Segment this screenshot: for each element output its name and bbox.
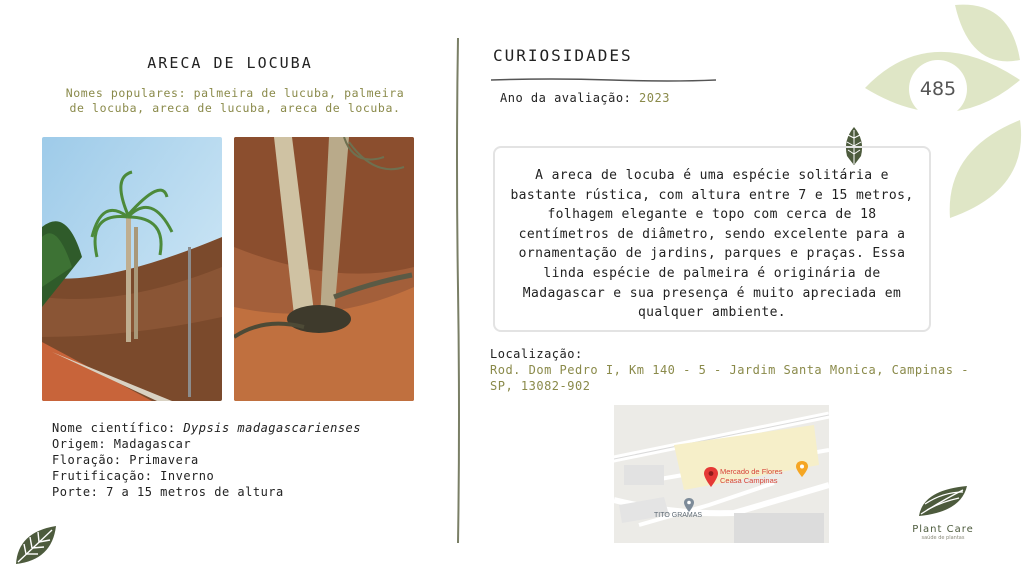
brand-leaf-icon (913, 484, 973, 518)
location-label: Localização: (490, 347, 583, 361)
map-place-name[interactable] (720, 468, 783, 485)
fruiting: Frutificação: Inverno (52, 469, 215, 483)
plant-photo-trunk (234, 137, 414, 401)
leaf-decoration-icon (12, 522, 60, 572)
scientific-name-label: Nome científico: (52, 421, 184, 435)
plant-info (52, 420, 452, 500)
food-poi-icon[interactable] (796, 461, 808, 481)
map-place-line2: Ceasa Campinas (720, 475, 778, 485)
flowering: Floração: Primavera (52, 453, 199, 467)
evaluation-year-row (500, 90, 670, 106)
size: Porte: 7 a 15 metros de altura (52, 485, 284, 499)
description-text: A areca de locuba é uma espécie solitária e bastante rústica, com altura entre 7 e 15 metros, folhagem elegante e topo com cerca de 18 centímetros de diâmetro, sendo excelente para a ornamentação de jardins, parques e praças. Essa linda espécie de palmeira é originária de Madagascar e sua presença é muito apreciada em qualquer ambiente. (510, 168, 914, 321)
scientific-name-row (52, 420, 452, 436)
location-map[interactable] (614, 405, 829, 543)
column-divider (455, 38, 461, 543)
title-underline (491, 68, 716, 87)
evaluation-year-label: Ano da avaliação: (500, 91, 640, 105)
map-poi-label: TITO GRAMAS (654, 512, 703, 519)
section-title: CURIOSIDADES (493, 46, 633, 65)
brand-name: Plant Care (912, 524, 974, 535)
plant-name: ARECA DE LOCUBA (147, 54, 313, 72)
plant-number: 485 (919, 78, 957, 100)
plant-number-badge (909, 60, 967, 118)
location-pin-icon[interactable] (704, 467, 718, 491)
location-address: Rod. Dom Pedro I, Km 140 - 5 - Jardim Santa Monica, Campinas - SP, 13082-902 (490, 363, 969, 393)
popular-names: Nomes populares: palmeira de lucuba, palmeira de locuba, areca de lucuba, areca de locuba. (65, 86, 405, 115)
map-place-line1: Mercado de Flores (720, 467, 783, 476)
brand-logo (900, 484, 986, 541)
scientific-name-value: Dypsis madagascarienses (183, 421, 361, 435)
origin: Origem: Madagascar (52, 437, 192, 451)
brand-tagline: saúde de plantas (921, 535, 965, 541)
plant-photo-full (42, 137, 222, 401)
evaluation-year-value: 2023 (639, 91, 670, 105)
